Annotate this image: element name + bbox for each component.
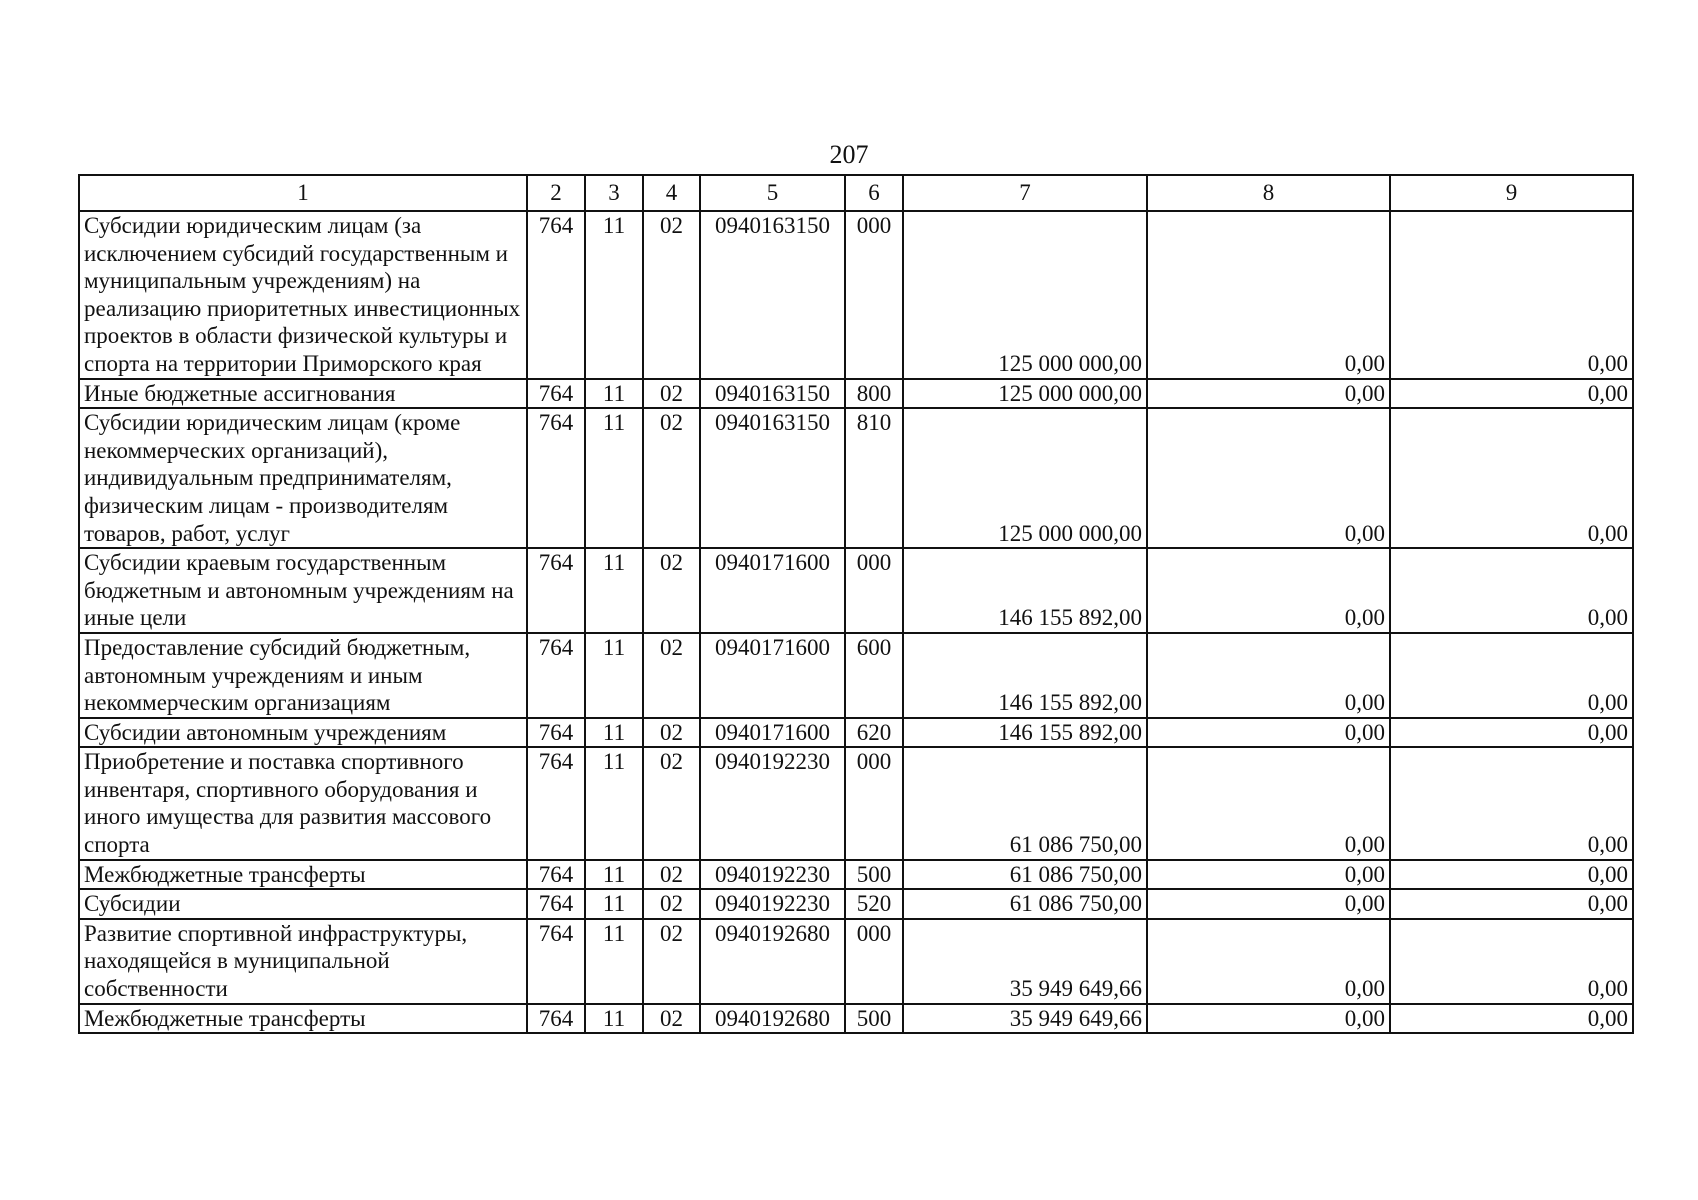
table-row [79, 718, 1633, 748]
target-article-code: 0940192680 [700, 919, 845, 1004]
amount-col-9: 0,00 [1390, 379, 1633, 409]
target-article-code: 0940171600 [700, 718, 845, 748]
amount-col-8: 0,00 [1147, 889, 1390, 919]
amount-col-9: 0,00 [1390, 860, 1633, 890]
column-number-row [79, 175, 1633, 211]
target-article-code: 0940192230 [700, 747, 845, 859]
row-description: Предоставление субсидий бюджетным, автономным учреждениям и иным некоммерческим организациям [79, 633, 527, 718]
section-code: 11 [585, 747, 643, 859]
page-number: 207 [829, 140, 869, 169]
target-article-code: 0940192680 [700, 1004, 845, 1034]
subsection-code: 02 [643, 633, 700, 718]
amount-col-7: 125 000 000,00 [903, 379, 1147, 409]
amount-col-9: 0,00 [1390, 747, 1633, 859]
amount-col-7: 146 155 892,00 [903, 718, 1147, 748]
amount-col-8: 0,00 [1147, 860, 1390, 890]
amount-col-7: 125 000 000,00 [903, 408, 1147, 548]
table-row [79, 211, 1633, 379]
amount-col-8: 0,00 [1147, 718, 1390, 748]
section-code: 11 [585, 633, 643, 718]
amount-col-8: 0,00 [1147, 1004, 1390, 1034]
column-header-8: 8 [1147, 175, 1390, 211]
target-article-code: 0940192230 [700, 889, 845, 919]
amount-col-9: 0,00 [1390, 633, 1633, 718]
amount-col-8: 0,00 [1147, 379, 1390, 409]
amount-col-8: 0,00 [1147, 211, 1390, 379]
amount-col-7: 35 949 649,66 [903, 1004, 1147, 1034]
row-description: Субсидии краевым государственным бюджетным и автономным учреждениям на иные цели [79, 548, 527, 633]
subsection-code: 02 [643, 860, 700, 890]
amount-col-9: 0,00 [1390, 408, 1633, 548]
table-row [79, 408, 1633, 548]
table-row [79, 633, 1633, 718]
amount-col-8: 0,00 [1147, 633, 1390, 718]
expense-type-code: 500 [845, 1004, 903, 1034]
ministry-code: 764 [527, 633, 585, 718]
amount-col-9: 0,00 [1390, 919, 1633, 1004]
table-row [79, 919, 1633, 1004]
table-row [79, 747, 1633, 859]
expense-type-code: 000 [845, 211, 903, 379]
subsection-code: 02 [643, 919, 700, 1004]
ministry-code: 764 [527, 919, 585, 1004]
row-description: Межбюджетные трансферты [79, 860, 527, 890]
table-row [79, 1004, 1633, 1034]
row-description: Приобретение и поставка спортивного инвентаря, спортивного оборудования и иного имущества для развития массового спорта [79, 747, 527, 859]
expense-type-code: 800 [845, 379, 903, 409]
subsection-code: 02 [643, 1004, 700, 1034]
amount-col-8: 0,00 [1147, 747, 1390, 859]
subsection-code: 02 [643, 548, 700, 633]
ministry-code: 764 [527, 548, 585, 633]
budget-table [78, 174, 1634, 1034]
target-article-code: 0940192230 [700, 860, 845, 890]
expense-type-code: 000 [845, 747, 903, 859]
ministry-code: 764 [527, 747, 585, 859]
target-article-code: 0940171600 [700, 548, 845, 633]
amount-col-9: 0,00 [1390, 548, 1633, 633]
subsection-code: 02 [643, 718, 700, 748]
expense-type-code: 000 [845, 548, 903, 633]
subsection-code: 02 [643, 379, 700, 409]
expense-type-code: 520 [845, 889, 903, 919]
amount-col-7: 146 155 892,00 [903, 548, 1147, 633]
ministry-code: 764 [527, 211, 585, 379]
row-description: Субсидии юридическим лицам (кроме некоммерческих организаций), индивидуальным предпринимателям, физическим лицам - производителям товаров, работ, услуг [79, 408, 527, 548]
row-description: Субсидии юридическим лицам (за исключением субсидий государственным и муниципальным учреждениям) на реализацию приоритетных инвестиционных проектов в области физической культуры и спорта на территории Приморского края [79, 211, 527, 379]
amount-col-9: 0,00 [1390, 718, 1633, 748]
section-code: 11 [585, 860, 643, 890]
amount-col-8: 0,00 [1147, 548, 1390, 633]
column-header-3: 3 [585, 175, 643, 211]
table-row [79, 379, 1633, 409]
ministry-code: 764 [527, 1004, 585, 1034]
column-header-1: 1 [79, 175, 527, 211]
amount-col-9: 0,00 [1390, 211, 1633, 379]
section-code: 11 [585, 379, 643, 409]
row-description: Субсидии [79, 889, 527, 919]
amount-col-9: 0,00 [1390, 889, 1633, 919]
row-description: Межбюджетные трансферты [79, 1004, 527, 1034]
amount-col-9: 0,00 [1390, 1004, 1633, 1034]
target-article-code: 0940163150 [700, 408, 845, 548]
ministry-code: 764 [527, 889, 585, 919]
target-article-code: 0940163150 [700, 379, 845, 409]
table-row [79, 548, 1633, 633]
column-header-7: 7 [903, 175, 1147, 211]
section-code: 11 [585, 1004, 643, 1034]
amount-col-7: 146 155 892,00 [903, 633, 1147, 718]
expense-type-code: 620 [845, 718, 903, 748]
target-article-code: 0940163150 [700, 211, 845, 379]
section-code: 11 [585, 211, 643, 379]
ministry-code: 764 [527, 408, 585, 548]
expense-type-code: 600 [845, 633, 903, 718]
table-row [79, 889, 1633, 919]
column-header-2: 2 [527, 175, 585, 211]
section-code: 11 [585, 408, 643, 548]
row-description: Иные бюджетные ассигнования [79, 379, 527, 409]
row-description: Развитие спортивной инфраструктуры, находящейся в муниципальной собственности [79, 919, 527, 1004]
expense-type-code: 810 [845, 408, 903, 548]
ministry-code: 764 [527, 860, 585, 890]
subsection-code: 02 [643, 747, 700, 859]
subsection-code: 02 [643, 889, 700, 919]
expense-type-code: 500 [845, 860, 903, 890]
subsection-code: 02 [643, 408, 700, 548]
amount-col-7: 61 086 750,00 [903, 860, 1147, 890]
section-code: 11 [585, 919, 643, 1004]
section-code: 11 [585, 548, 643, 633]
amount-col-7: 61 086 750,00 [903, 889, 1147, 919]
ministry-code: 764 [527, 379, 585, 409]
target-article-code: 0940171600 [700, 633, 845, 718]
ministry-code: 764 [527, 718, 585, 748]
column-header-5: 5 [700, 175, 845, 211]
amount-col-7: 35 949 649,66 [903, 919, 1147, 1004]
amount-col-7: 125 000 000,00 [903, 211, 1147, 379]
table-row [79, 860, 1633, 890]
column-header-4: 4 [643, 175, 700, 211]
amount-col-7: 61 086 750,00 [903, 747, 1147, 859]
section-code: 11 [585, 889, 643, 919]
row-description: Субсидии автономным учреждениям [79, 718, 527, 748]
amount-col-8: 0,00 [1147, 919, 1390, 1004]
subsection-code: 02 [643, 211, 700, 379]
expense-type-code: 000 [845, 919, 903, 1004]
table-body [79, 211, 1633, 1033]
amount-col-8: 0,00 [1147, 408, 1390, 548]
section-code: 11 [585, 718, 643, 748]
column-header-6: 6 [845, 175, 903, 211]
column-header-9: 9 [1390, 175, 1633, 211]
